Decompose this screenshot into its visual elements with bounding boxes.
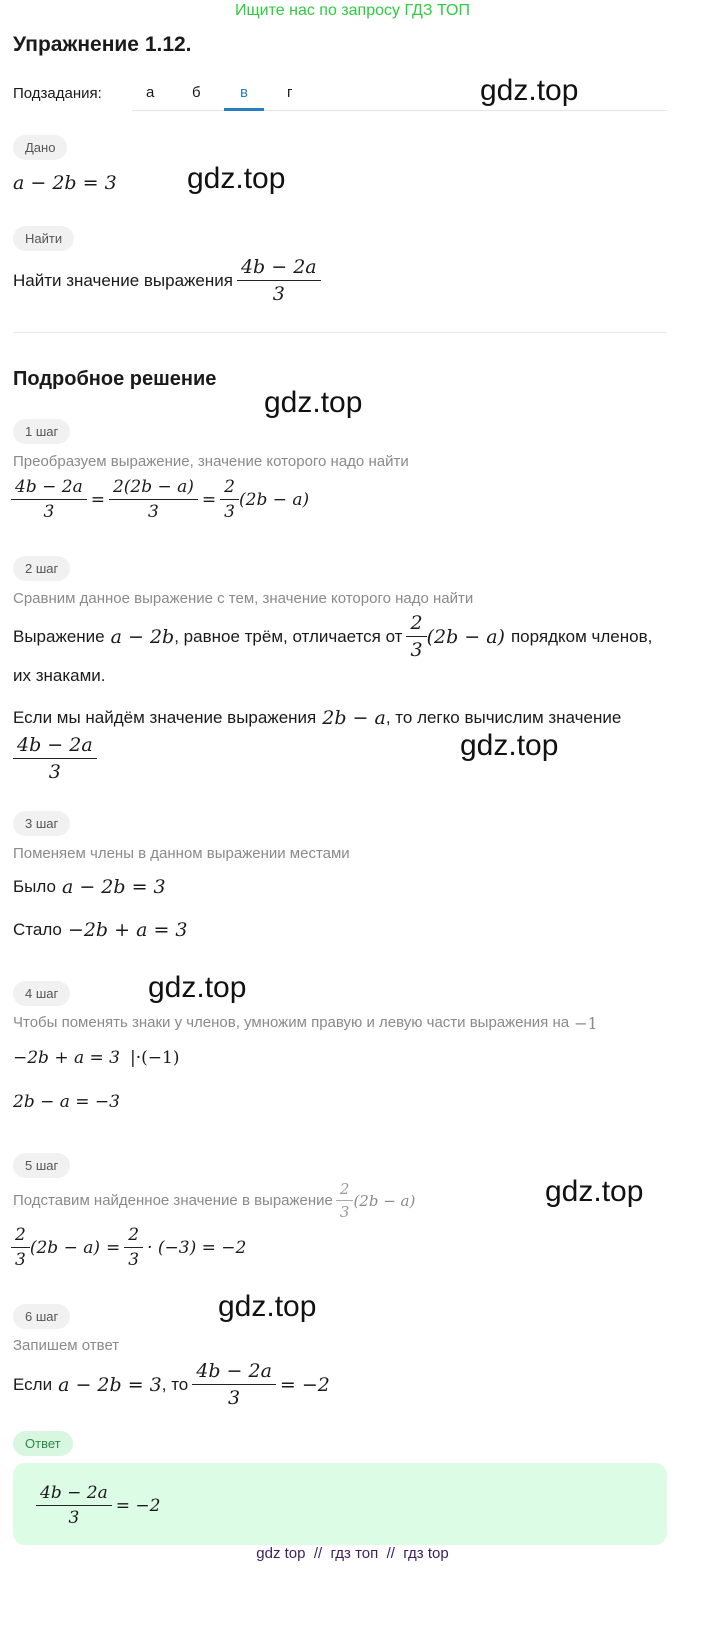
watermark: gdz.top (264, 386, 363, 419)
solution-heading: Подробное решение (13, 368, 217, 390)
step-6-label: 6 шаг (13, 1304, 70, 1329)
step-3-was: Было a − 2b = 3 (13, 876, 166, 898)
tabs-underline (132, 110, 667, 111)
subtasks-label: Подзадания: (13, 85, 102, 102)
step-6-hint: Запишем ответ (13, 1337, 120, 1354)
step-4-hint: Чтобы поменять знаки у членов, умножим правую и левую части выражения на −1 (13, 1014, 598, 1033)
answer-box (13, 1463, 667, 1545)
watermark: gdz.top (545, 1175, 644, 1208)
step-6-answer-line: Если a − 2b = 3 , то $\frac{4b - 2a}{3}$ = −2 (13, 1360, 330, 1409)
step-1-label: 1 шаг (13, 419, 70, 444)
step-1-formula: $\frac{4b - 2a}{3}$ = $\frac{2(2b - a)}{3}$ = $\frac{2}{3}$ (2b − a) (13, 477, 309, 522)
fraction: $\frac{4b - 2a}{3}$ (239, 256, 319, 305)
tab-v[interactable]: в (240, 84, 248, 101)
step-3-hint: Поменяем члены в данном выражении местами (13, 845, 350, 862)
find-line (13, 256, 319, 305)
fraction: $\frac{4b - 2a}{3}$ (15, 734, 95, 783)
watermark: gdz.top (218, 1290, 317, 1323)
step-2-hint: Сравним данное выражение с тем, значение которого надо найти (13, 590, 474, 607)
watermark: gdz.top (148, 971, 247, 1004)
tab-active-indicator (224, 108, 264, 111)
watermark: gdz.top (187, 162, 286, 195)
step-1-hint: Преобразуем выражение, значение которого надо найти (13, 453, 409, 470)
find-label: Найти (13, 226, 74, 251)
step-2-line-3: Если мы найдём значение выражения 2b − a , то легко вычислим значение (13, 707, 622, 729)
top-banner[interactable]: Ищите нас по запросу ГДЗ ТОП (235, 2, 470, 19)
step-3-label: 3 шаг (13, 811, 70, 836)
tab-g[interactable]: г (287, 84, 293, 101)
page-title: Упражнение 1.12. (13, 33, 192, 56)
step-5-formula: $\frac{2}{3}$ (2b − a) = $\frac{2}{3}$ · (−3) = −2 (13, 1225, 246, 1270)
answer-formula: $\frac{4b - 2a}{3}$ = −2 (38, 1483, 160, 1528)
footer-links[interactable]: gdz top // гдз топ // гдз top (256, 1545, 449, 1562)
watermark: gdz.top (480, 74, 579, 107)
divider (13, 332, 667, 333)
step-4-multiply: −2b + a = 3 |·(−1) (13, 1048, 180, 1068)
step-2-line-2: их знаками. (13, 666, 106, 685)
step-5-hint: Подставим найденное значение в выражение $\frac{2}{3}$ (2b − a) (13, 1180, 416, 1221)
answer-label: Ответ (13, 1431, 73, 1456)
step-4-result: 2b − a = −3 (13, 1092, 120, 1112)
tab-b[interactable]: б (192, 84, 201, 101)
given-label: Дано (13, 135, 67, 160)
given-expression: a − 2b = 3 (13, 172, 117, 194)
tab-a[interactable]: а (146, 84, 155, 101)
step-2-line-1: Выражение a − 2b , равное трём, отличается от $\frac{2}{3}$ (2b − a) порядком членов, (13, 612, 653, 661)
watermark: gdz.top (460, 729, 559, 762)
step-2-label: 2 шаг (13, 556, 70, 581)
step-3-became: Стало −2b + a = 3 (13, 919, 188, 941)
find-text: Найти значение выражения (13, 270, 233, 290)
step-5-label: 5 шаг (13, 1153, 70, 1178)
step-4-label: 4 шаг (13, 981, 70, 1006)
